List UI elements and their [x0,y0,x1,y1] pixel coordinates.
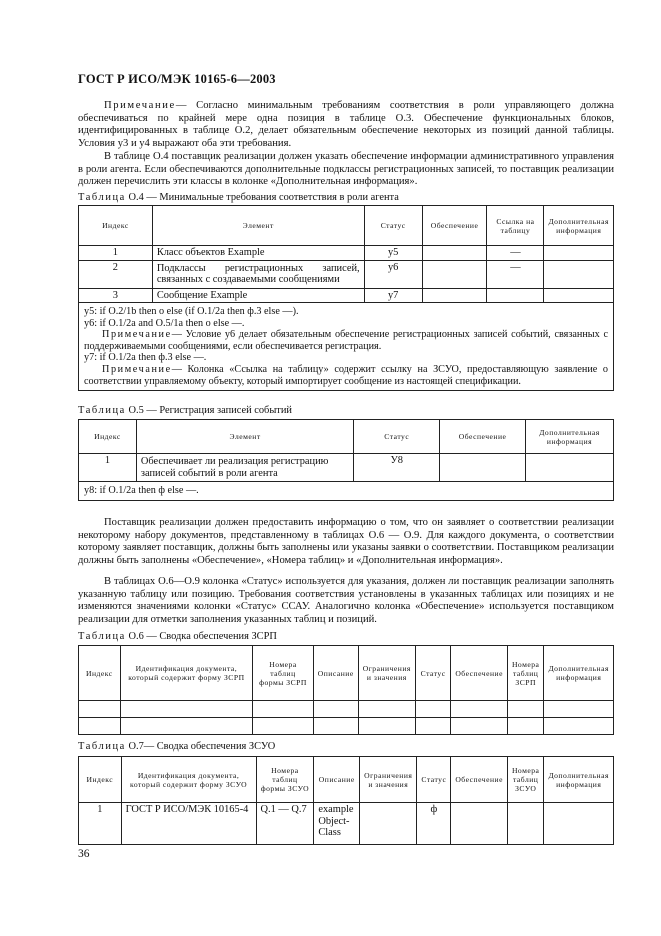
note-paragraph-1 [78,100,614,150]
table-row [79,803,614,845]
cell-document: ГОСТ Р ИСО/МЭК 10165-4 [121,803,256,845]
paragraph-2 [78,151,614,189]
cell-additional [544,246,614,261]
cell-index: 3 [79,288,153,303]
cell-additional [544,288,614,303]
empty-cell [79,718,121,735]
cell-support [422,246,487,261]
table-o7 [78,756,614,845]
cell-element: Подклассы регистрационных записей, связанных с создаваемыми сообщениями [152,260,364,288]
header-cell: Обеспечение [451,757,508,803]
table-notes-row [79,303,614,391]
table-header-row [79,757,614,803]
header-cell: Ограничения и значения [360,757,417,803]
empty-cell [507,718,543,735]
cell-status: у5 [364,246,422,261]
table-notes-row [79,482,614,501]
empty-cell [451,701,508,718]
table-caption-text: О.4 — Минимальные требования соответствия в роли агента [128,192,399,203]
table-label: Таблица [78,741,126,752]
condition-y7: у7: if O.1/2a then ф.3 else —. [84,352,207,364]
header-cell: Элемент [136,420,353,454]
note-text: — Условие у6 делает обязательным обеспечение регистрационных записей событий, связанных с поддерживаемыми сообщениями, если обеспечивается регистрация. [84,329,608,352]
condition-y8: у8: if O.1/2a then ф else —. [79,482,614,501]
table-note-2 [84,364,608,387]
table-row [79,454,614,482]
header-cell: Обеспечение [422,206,487,246]
cell-support [451,803,508,845]
header-cell: Описание [314,757,360,803]
cell-numbers [507,803,543,845]
header-cell: Статус [354,420,440,454]
paragraph-2-text: В таблице О.4 поставщик реализации должен указать обеспечение информации административного управления в роли агента. Если обеспечиваются дополнительные подклассы регистрационных записей, то поставщик реализации должен перечислить эти классы в колонке «Дополнительная информация». [78,151,614,188]
cell-table-numbers: Q.1 — Q.7 [256,803,314,845]
header-cell: Описание [313,646,358,701]
cell-additional [544,803,614,845]
condition-y6: у6: if O.1/2a and O.5/1a then o else —. [84,317,245,329]
table-o4 [78,205,614,391]
header-cell: Индекс [79,757,122,803]
table-row [79,701,614,718]
table-label: Таблица [78,405,126,416]
header-cell: Дополнительная информация [544,646,614,701]
empty-cell [79,701,121,718]
header-cell: Обеспечение [451,646,508,701]
note-label: Примечание [102,329,172,341]
header-cell: Элемент [152,206,364,246]
header-cell: Номера таблиц ЗСУО [507,757,543,803]
cell-element: Сообщение Example [152,288,364,303]
header-cell: Статус [415,646,450,701]
table-header-row [79,206,614,246]
cell-index: 1 [79,454,137,482]
cell-additional [526,454,614,482]
note-label: Примечание [104,100,176,111]
paragraph-3 [78,517,614,567]
cell-index: 2 [79,260,153,288]
table-caption-text: О.5 — Регистрация записей событий [128,405,292,416]
header-cell: Статус [417,757,451,803]
header-cell: Дополнительная информация [526,420,614,454]
table-o6 [78,645,614,735]
cell-support [440,454,526,482]
cell-status: ф [417,803,451,845]
cell-status: у7 [364,288,422,303]
table-row [79,718,614,735]
empty-cell [358,701,415,718]
cell-limits [360,803,417,845]
cell-status: у6 [364,260,422,288]
table-o5 [78,419,614,501]
table-o6-caption [78,631,277,642]
empty-cell [313,718,358,735]
header-cell: Ограничения и значения [358,646,415,701]
table-label: Таблица [78,631,126,642]
empty-cell [544,718,614,735]
paragraph-4 [78,576,614,626]
page-number: 36 [78,848,90,860]
cell-ref: — [487,246,544,261]
table-header-row [79,420,614,454]
table-row [79,288,614,303]
cell-element: Обеспечивает ли реализация регистрацию записей событий в роли агента [136,454,353,482]
header-cell: Индекс [79,420,137,454]
empty-cell [120,701,253,718]
empty-cell [507,701,543,718]
condition-y5: у5: if O.2/1b then o else (if O.1/2a then ф.3 else —). [84,306,299,317]
table-caption-text: О.7— Сводка обеспечения ЗСУО [128,741,276,752]
paragraph-3-text: Поставщик реализации должен предоставить информацию о том, что он заявляет о соответствии реализации некоторому набору документов, представленному в таблицах О.6 — О.9. Для каждого документа, о соответствии которому заявляет поставщик, должны быть заполнены или указаны заявки о соответствии. Поставщиком реализации должны быть заполнены «Обеспечение», «Номера таблиц» и «Дополнительная информация». [78,517,614,566]
empty-cell [120,718,253,735]
header-cell: Идентификация документа, который содержит форму ЗСУО [121,757,256,803]
cell-element: Класс объектов Example [152,246,364,261]
table-notes [79,303,614,391]
table-row [79,260,614,288]
empty-cell [358,718,415,735]
empty-cell [253,718,314,735]
table-o4-caption [78,192,399,203]
header-cell: Ссылка на таблицу [487,206,544,246]
table-caption-text: О.6 — Сводка обеспечения ЗСРП [128,631,277,642]
table-row [79,246,614,261]
table-o7-caption [78,741,275,752]
cell-support [422,288,487,303]
cell-support [422,260,487,288]
header-cell: Обеспечение [440,420,526,454]
empty-cell [415,718,450,735]
header-cell: Идентификация документа, который содержит форму ЗСРП [120,646,253,701]
table-o5-caption [78,405,292,416]
cell-ref: — [487,260,544,288]
header-cell: Индекс [79,206,153,246]
cell-index: 1 [79,803,122,845]
cell-ref [487,288,544,303]
cell-status: У8 [354,454,440,482]
header-cell: Дополнительная информация [544,206,614,246]
empty-cell [253,701,314,718]
paragraph-4-text: В таблицах О.6—О.9 колонка «Статус» используется для указания, должен ли поставщик реализации заполнять указанную таблицу или позицию. Требования соответствия установлены в указанных таблицах или позициях и не изменяются значениями колонки «Статус» ССАУ. Аналогично колонка «Обеспечение» используется поставщиком реализации для отметки заполнения указанных таблиц и позиций. [78,576,614,625]
empty-cell [313,701,358,718]
empty-cell [544,701,614,718]
cell-index: 1 [79,246,153,261]
note-text: — Согласно минимальным требованиям соответствия в роли управляющего должна обеспечиваться по крайней мере одна позиция в таблице О.3. Обеспечение функциональных блоков, идентифицированных в таблице О.2, делает обязательным обеспечение некоторых из позиций данной таблицы. Условия у3 и у4 выражают оба эти требования. [78,100,614,149]
cell-additional [544,260,614,288]
table-note-1 [84,329,608,352]
note-text: — Колонка «Ссылка на таблицу» содержит ссылку на ЗСУО, предоставляющую заявление о соответствии управляемому объекту, который импортирует сообщение из настоящей спецификации. [84,363,608,387]
table-header-row [79,646,614,701]
empty-cell [415,701,450,718]
empty-cell [451,718,508,735]
header-cell: Дополнительная информация [544,757,614,803]
header-cell: Статус [364,206,422,246]
cell-description: example Object-Class [314,803,360,845]
header-cell: Номера таблиц формы ЗСРП [253,646,314,701]
header-cell: Индекс [79,646,121,701]
header-cell: Номера таблиц ЗСРП [507,646,543,701]
note-label: Примечание [102,363,172,375]
header-cell: Номера таблиц формы ЗСУО [256,757,314,803]
document-header: ГОСТ Р ИСО/МЭК 10165-6—2003 [78,72,276,86]
table-label: Таблица [78,192,126,203]
